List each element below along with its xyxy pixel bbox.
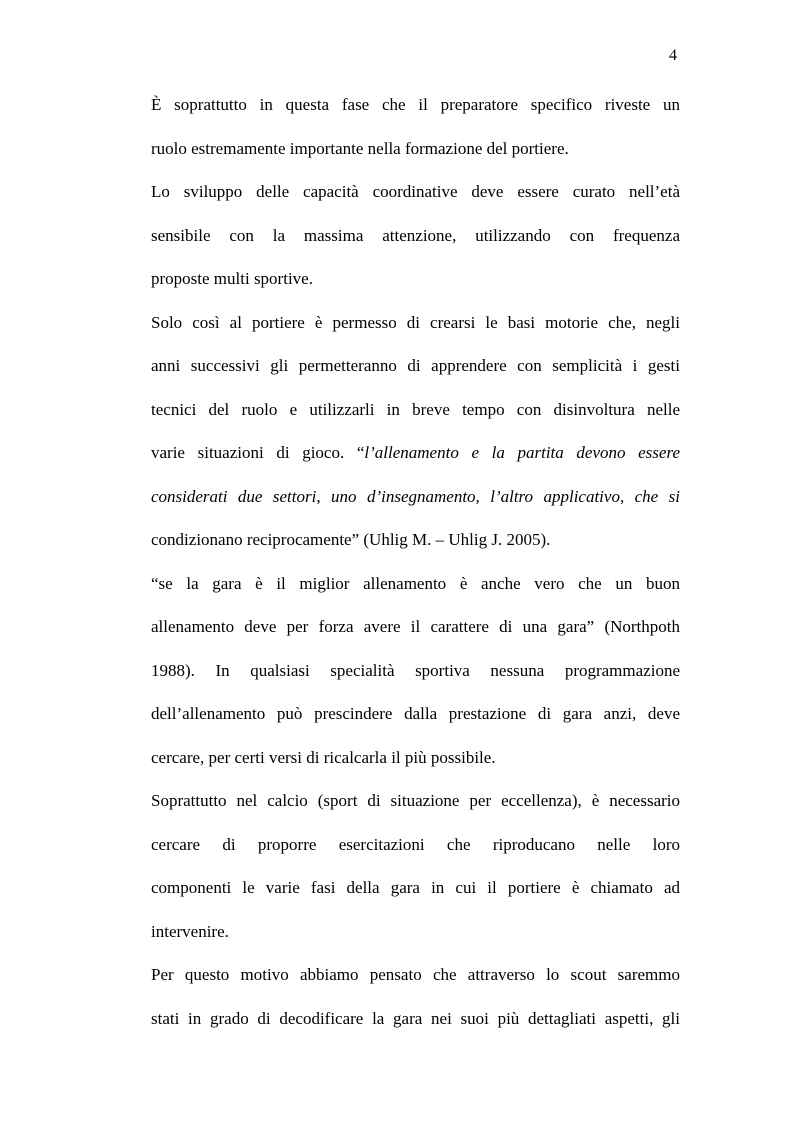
- paragraph-3-line-3: tecnici del ruolo e utilizzarli in breve tempo con disinvoltura nelle: [151, 399, 680, 419]
- paragraph-3-line-2: anni successivi gli permetteranno di apprendere con semplicità i gesti: [151, 356, 680, 375]
- paragraph-3-line-1: Solo così al portiere è permesso di crearsi le basi motorie che, negli: [151, 312, 680, 332]
- paragraph-4-line-1: “se la gara è il miglior allenamento è anche vero che un buon: [151, 573, 680, 593]
- paragraph-6-line-1: Per questo motivo abbiamo pensato che attraverso lo scout saremmo: [151, 965, 680, 984]
- paragraph-6-line-2: stati in grado di decodificare la gara nei suoi più dettagliati aspetti, gli: [151, 1008, 680, 1028]
- paragraph-2-line-1: Lo sviluppo delle capacità coordinative deve essere curato nell’età: [151, 182, 680, 201]
- paragraph-5-line-3: componenti le varie fasi della gara in cui il portiere è chiamato ad: [151, 878, 680, 897]
- paragraph-3-line-6: condizionano reciprocamente” (Uhlig M. – Uhlig J. 2005).: [151, 530, 551, 549]
- paragraph-5-line-1: Soprattutto nel calcio (sport di situazione per eccellenza), è necessario: [151, 791, 680, 810]
- paragraph-3-line-4-italic: l’allenamento e la partita devono essere: [364, 443, 680, 462]
- paragraph-3-line-4: [151, 439, 680, 483]
- paragraph-4-line-3: 1988). In qualsiasi specialità sportiva nessuna programmazione: [151, 660, 680, 680]
- paragraph-3-line-4-plain: varie situazioni di gioco. “: [151, 443, 365, 462]
- paragraph-4-line-4: dell’allenamento può prescindere dalla prestazione di gara anzi, deve: [151, 704, 680, 723]
- paragraph-5-line-2: cercare di proporre esercitazioni che riproducano nelle loro: [151, 834, 680, 854]
- paragraph-3-line-5: considerati due settori, uno d’insegnamento, l’altro applicativo, che si: [151, 486, 680, 506]
- body-text: [151, 91, 680, 1048]
- paragraph-2-line-2: sensibile con la massima attenzione, utilizzando con frequenza: [151, 225, 680, 245]
- paragraph-4-line-5: cercare, per certi versi di ricalcarla il più possibile.: [151, 747, 496, 767]
- paragraph-4-line-2: allenamento deve per forza avere il carattere di una gara” (Northpoth: [151, 617, 680, 636]
- paragraph-1-line-1: È soprattutto in questa fase che il preparatore specifico riveste un: [151, 95, 680, 114]
- paragraph-2-line-3: proposte multi sportive.: [151, 269, 313, 288]
- page-number: 4: [669, 47, 677, 64]
- paragraph-1-line-2: ruolo estremamente importante nella formazione del portiere.: [151, 138, 569, 158]
- paragraph-5-line-4: intervenire.: [151, 921, 229, 941]
